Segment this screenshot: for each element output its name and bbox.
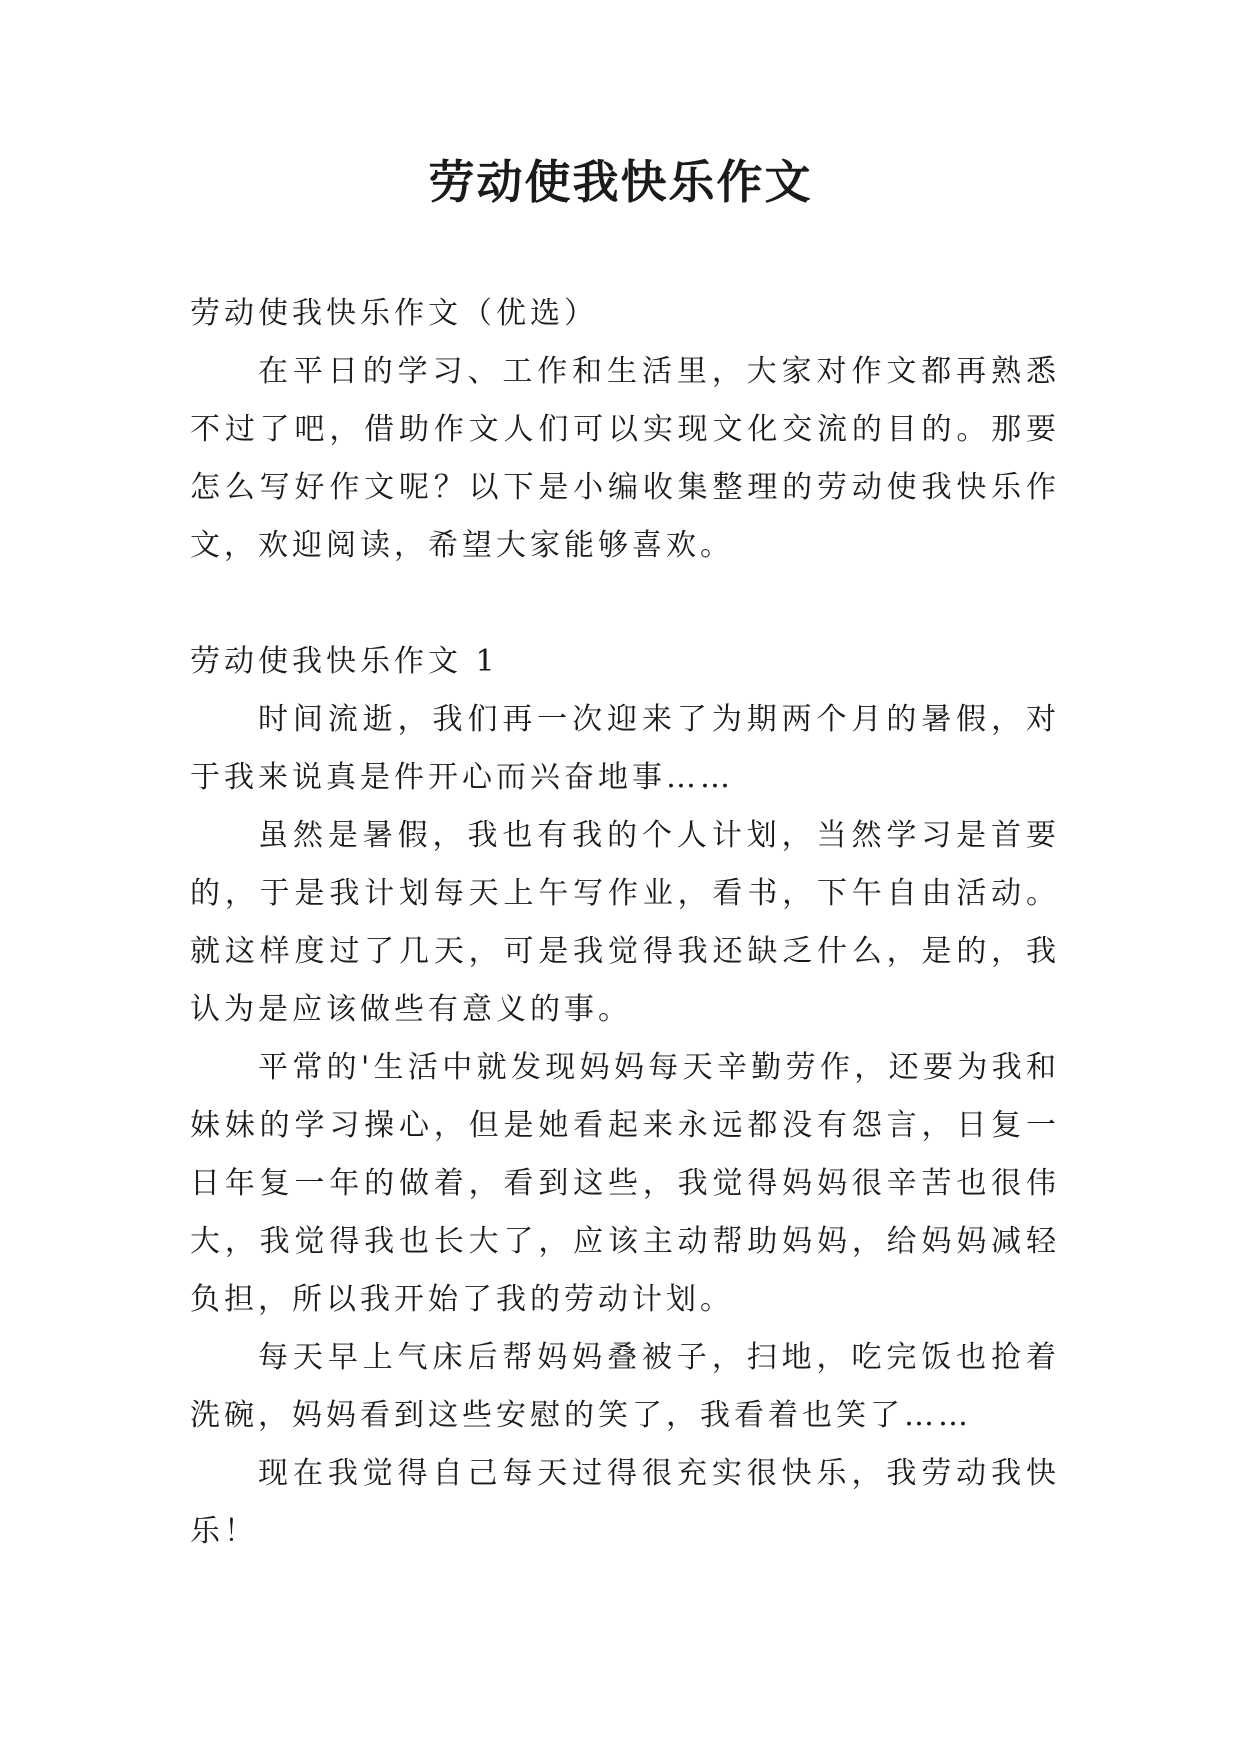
section-spacer [190, 575, 1060, 633]
body-paragraph: 每天早上气床后帮妈妈叠被子，扫地，吃完饭也抢着洗碗，妈妈看到这些安慰的笑了，我看着也笑了…… [190, 1340, 1060, 1433]
intro-paragraph: 在平日的学习、工作和生活里，大家对作文都再熟悉不过了吧，借助作文人们可以实现文化交流的目的。那要怎么写好作文呢？以下是小编收集整理的劳动使我快乐作文，欢迎阅读，希望大家能够喜欢。 [190, 354, 1060, 563]
body-paragraph: 虽然是暑假，我也有我的个人计划，当然学习是首要的，于是我计划每天上午写作业，看书，下午自由活动。就这样度过了几天，可是我觉得我还缺乏什么，是的，我认为是应该做些有意义的事。 [190, 818, 1060, 1027]
body-paragraph: 现在我觉得自己每天过得很充实很快乐，我劳动我快乐！ [190, 1456, 1060, 1549]
document-subtitle: 劳动使我快乐作文（优选） [190, 296, 598, 331]
document-title: 劳动使我快乐作文 [428, 155, 813, 209]
body-paragraph: 平常的'生活中就发现妈妈每天辛勤劳作，还要为我和妹妹的学习操心，但是她看起来永远都没有怨言，日复一日年复一年的做着，看到这些，我觉得妈妈很辛苦也很伟大，我觉得我也长大了，应该主动帮助妈妈，给妈妈减轻负担，所以我开始了我的劳动计划。 [190, 1050, 1060, 1317]
body-paragraph: 时间流逝，我们再一次迎来了为期两个月的暑假，对于我来说真是件开心而兴奋地事…… [190, 702, 1060, 795]
document-body [190, 285, 1060, 1561]
section-heading: 劳动使我快乐作文 1 [190, 644, 499, 679]
